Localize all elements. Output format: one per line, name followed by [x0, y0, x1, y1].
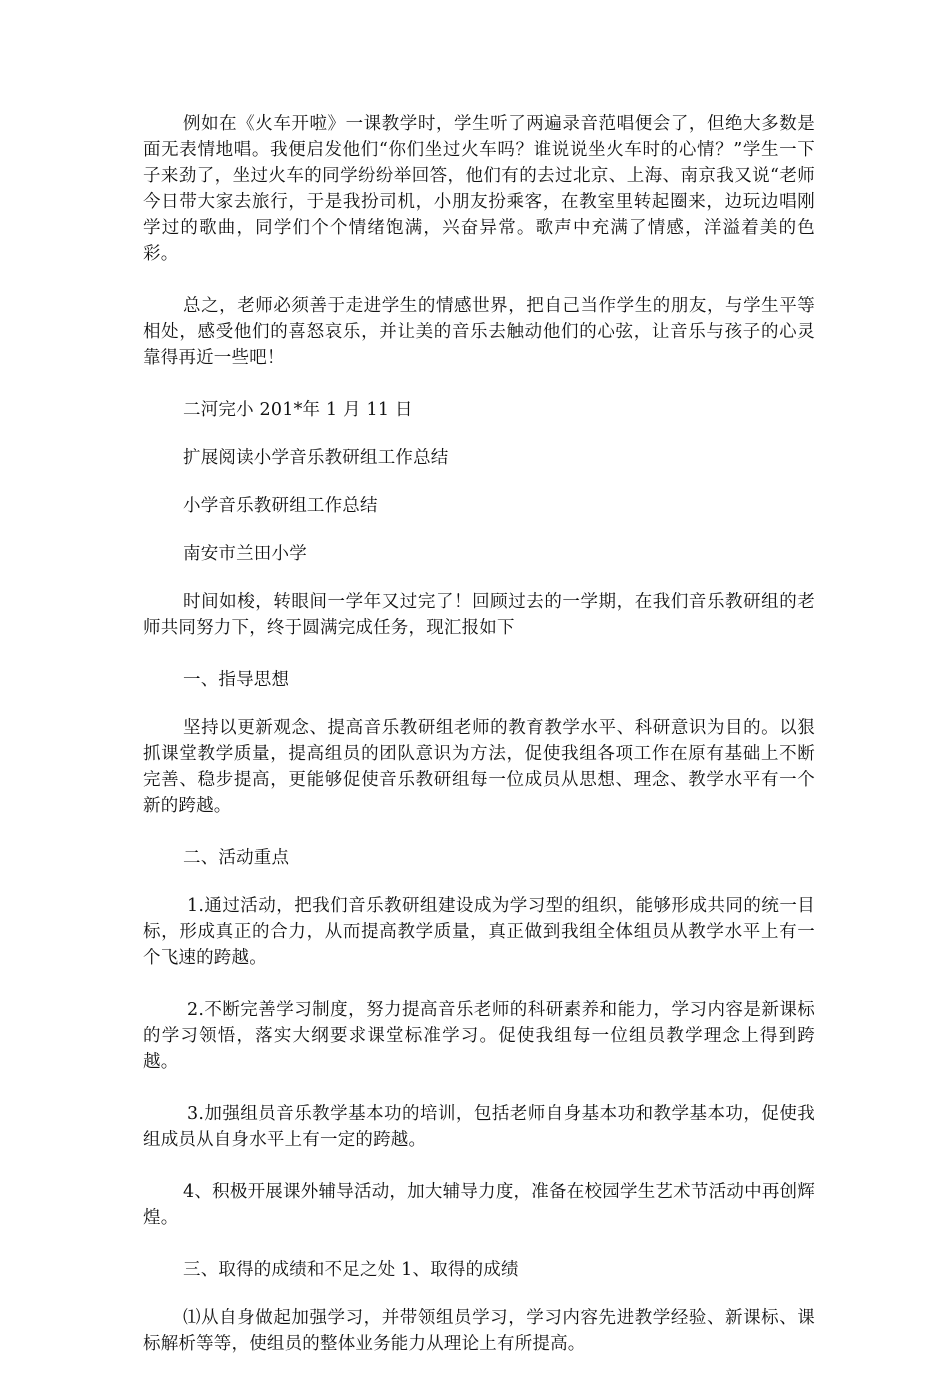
document-body	[143, 111, 815, 1383]
section-heading-achievements: 三、取得的成绩和不足之处 1、取得的成绩	[183, 1260, 519, 1280]
section-heading-guiding-ideology: 一、指导思想	[183, 670, 290, 690]
paragraph-train-song-example: 例如在《火车开啦》一课教学时，学生听了两遍录音范唱便会了，但绝大多数是面无表情地唱。我便启发他们“你们坐过火车吗？谁说说坐火车时的心情？”学生一下子来劲了，坐过火车的同学纷纷举回答，他们有的去过北京、上海、南京我又说“老师今日带大家去旅行，于是我扮司机，小朋友扮乘客，在教室里转起圈来，边玩边唱刚学过的歌曲，同学们个个情绪饱满，兴奋异常。歌声中充满了情感，洋溢着美的色彩。	[143, 114, 815, 264]
signature-date: 二河完小 201*年 1 月 11 日	[183, 400, 413, 420]
list-item-focus-4: 4、积极开展课外辅导活动，加大辅导力度，准备在校园学生艺术节活动中再创辉煌。	[143, 1182, 815, 1228]
paragraph-guiding-ideology: 坚持以更新观念、提高音乐教研组老师的教育教学水平、科研意识为目的。以狠抓课堂教学质量，提高组员的团队意识为方法，促使我组各项工作在原有基础上不断完善、稳步提高，更能够促使音乐教研组每一位成员从思想、理念、教学水平有一个新的跨越。	[143, 718, 815, 816]
paragraph-conclusion: 总之，老师必须善于走进学生的情感世界，把自己当作学生的朋友，与学生平等相处，感受他们的喜怒哀乐，并让美的音乐去触动他们的心弦，让音乐与孩子的心灵靠得再近一些吧！	[143, 296, 815, 368]
section-heading-activity-focus: 二、活动重点	[183, 848, 290, 868]
extended-reading-title: 扩展阅读小学音乐教研组工作总结	[183, 448, 449, 468]
document-title: 小学音乐教研组工作总结	[183, 496, 378, 516]
list-item-achievement-1: ⑴从自身做起加强学习，并带领组员学习，学习内容先进教学经验、新课标、课标解析等等，使组员的整体业务能力从理论上有所提高。	[143, 1308, 815, 1354]
list-item-focus-1: 1.通过活动，把我们音乐教研组建设成为学习型的组织，能够形成共同的统一目标，形成真正的合力，从而提高教学质量，真正做到我组全体组员从教学水平上有一个飞速的跨越。	[143, 896, 815, 968]
list-item-focus-2: 2.不断完善学习制度，努力提高音乐老师的科研素养和能力，学习内容是新课标的学习领悟，落实大纲要求课堂标准学习。促使我组每一位组员教学理念上得到跨越。	[143, 1000, 815, 1072]
paragraph-intro: 时间如梭，转眼间一学年又过完了！回顾过去的一学期，在我们音乐教研组的老师共同努力下，终于圆满完成任务，现汇报如下	[143, 592, 815, 638]
school-name: 南安市兰田小学	[183, 544, 307, 564]
list-item-focus-3: 3.加强组员音乐教学基本功的培训，包括老师自身基本功和教学基本功，促使我组成员从自身水平上有一定的跨越。	[143, 1104, 815, 1150]
